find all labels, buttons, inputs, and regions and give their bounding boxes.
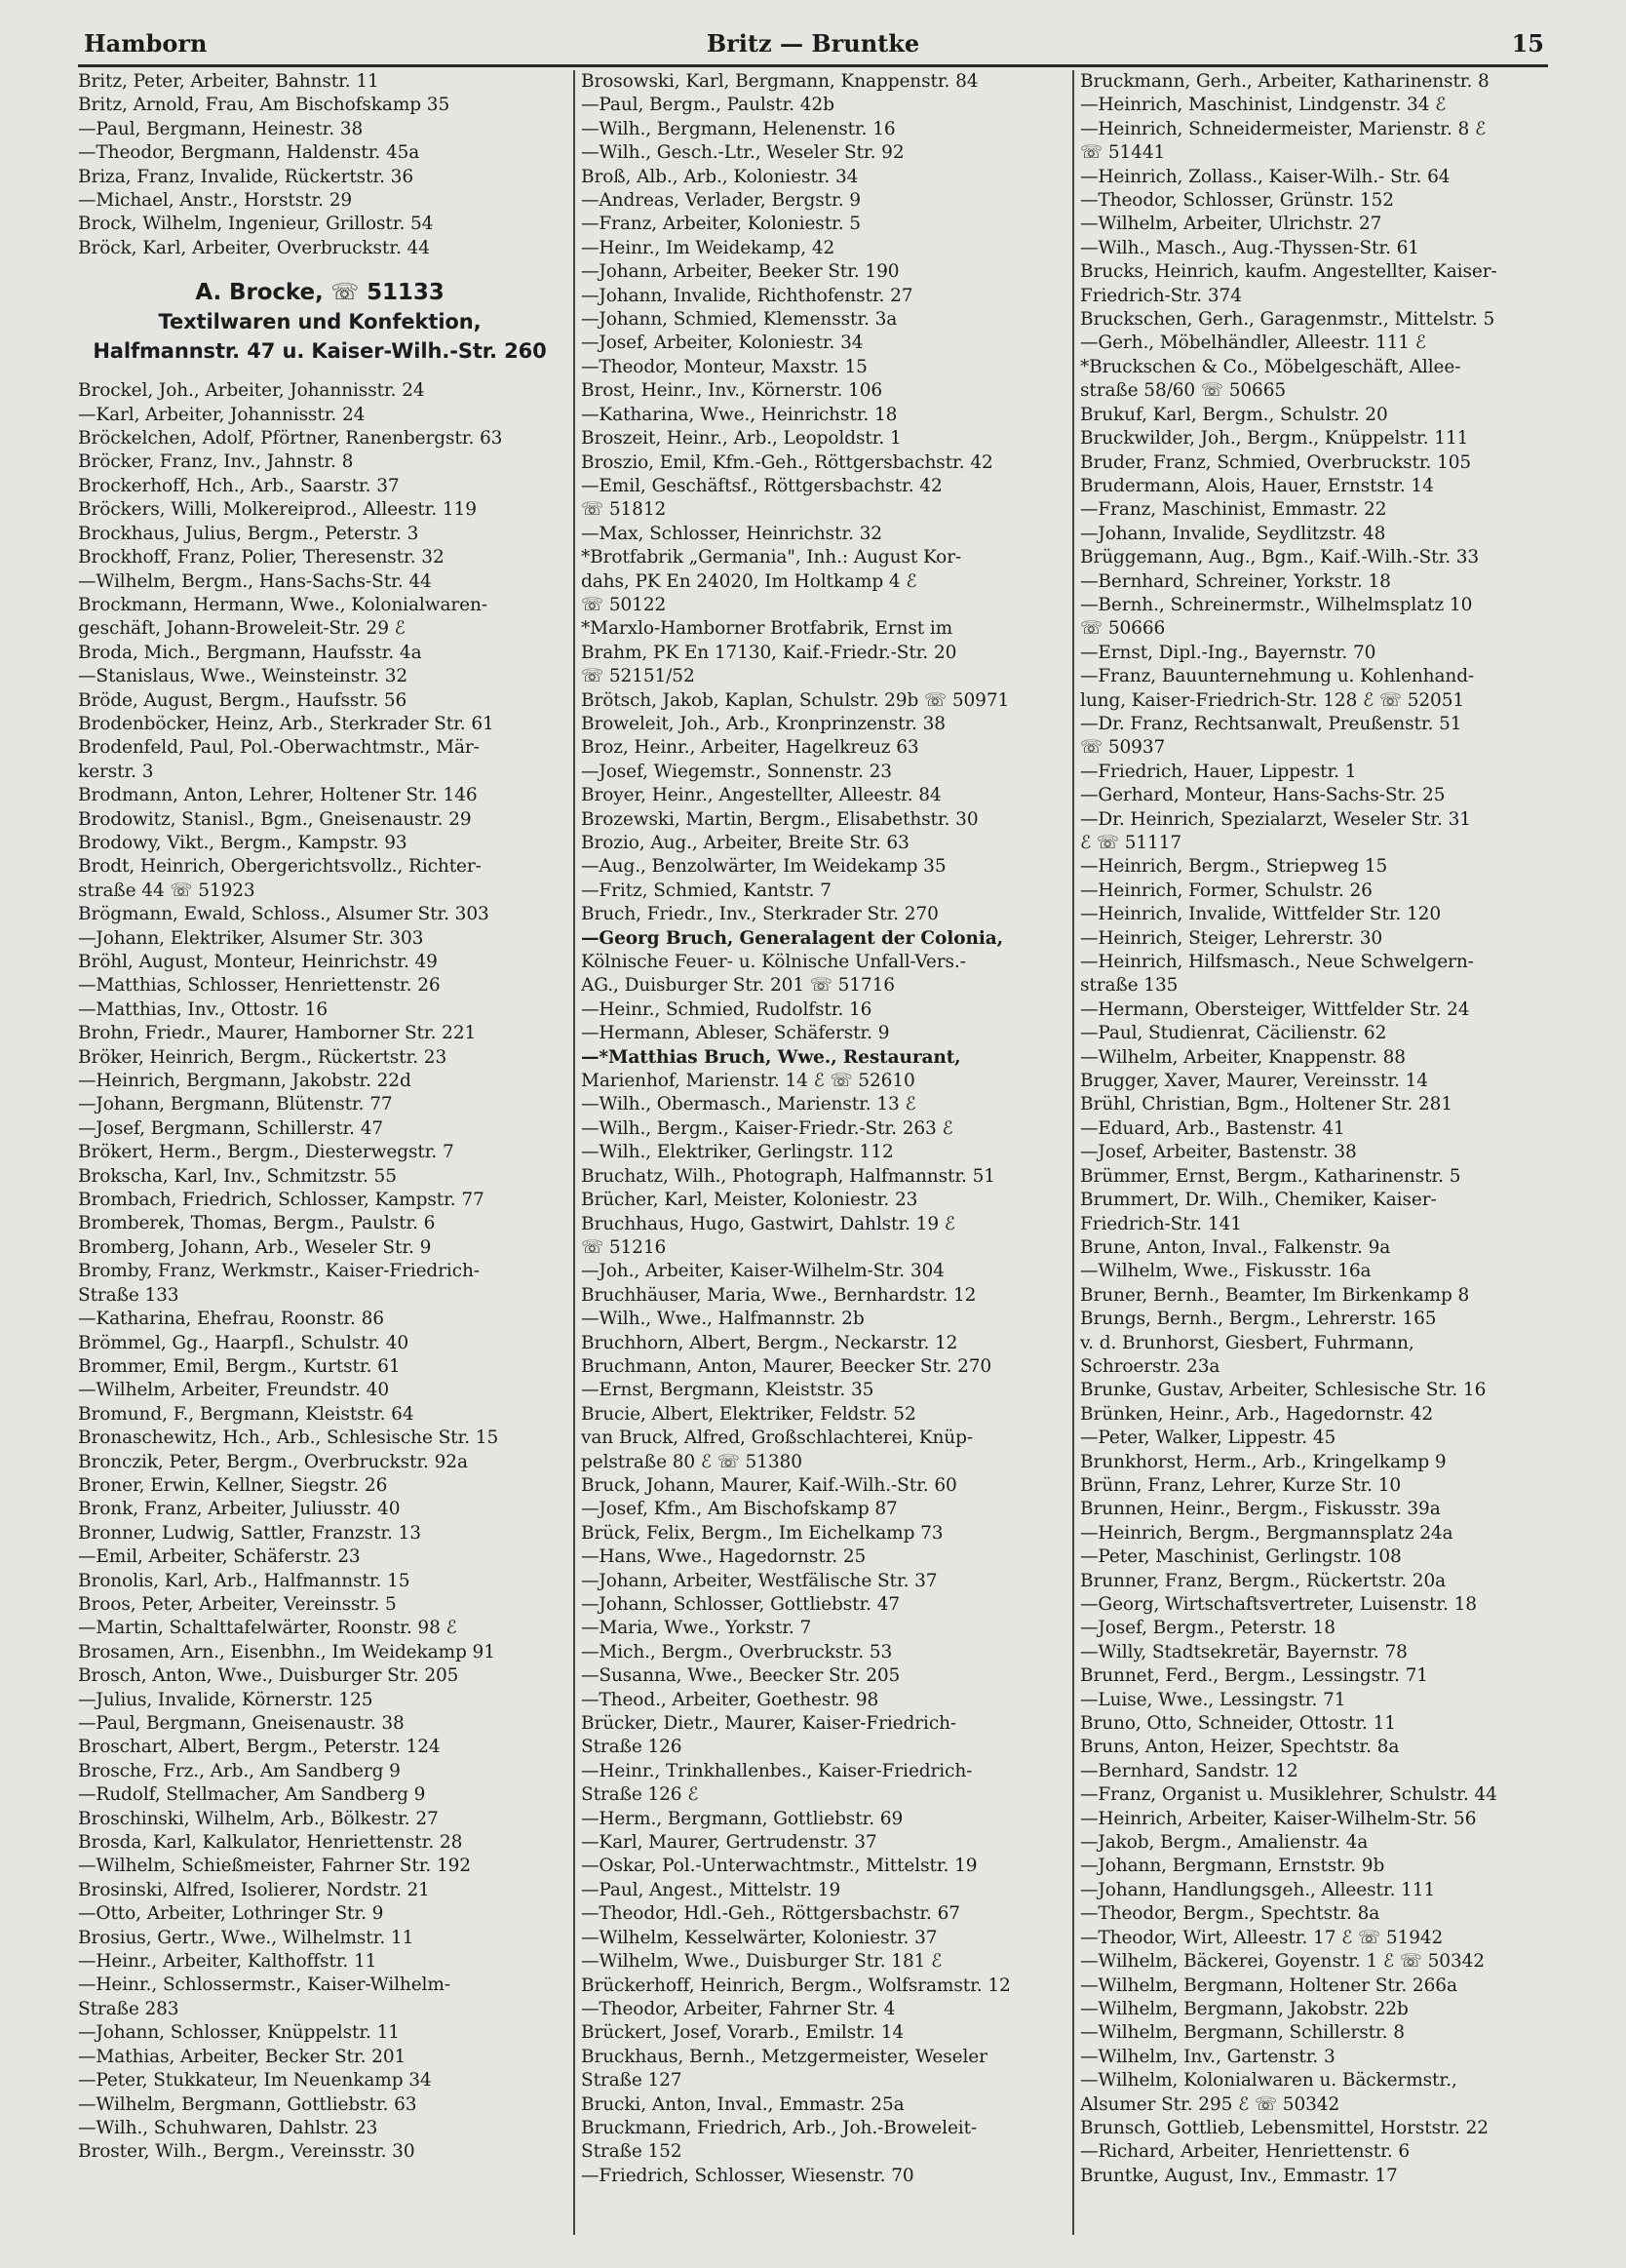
directory-entry: Brucie, Albert, Elektriker, Feldstr. 52 bbox=[581, 1403, 916, 1425]
directory-entry: Straße 283 bbox=[78, 1998, 179, 2019]
directory-entry: —Rudolf, Stellmacher, Am Sandberg 9 bbox=[78, 1784, 426, 1806]
directory-entry: —Katharina, Ehefrau, Roonstr. 86 bbox=[78, 1309, 384, 1330]
directory-entry: *Marxlo-Hamborner Brotfabrik, Ernst im bbox=[581, 618, 953, 640]
directory-entry: —Wilh., Gesch.-Ltr., Weseler Str. 92 bbox=[581, 142, 905, 164]
ad-firm: A. Brocke, ☏ 51133 bbox=[195, 280, 445, 306]
directory-entry: —Eduard, Arb., Bastenstr. 41 bbox=[1080, 1117, 1345, 1139]
directory-entry: —Wilhelm, Inv., Gartenstr. 3 bbox=[1080, 2046, 1336, 2067]
directory-entry: Brosamen, Arn., Eisenbhn., Im Weidekamp 91 bbox=[78, 1641, 495, 1662]
directory-entry: Bröckelchen, Adolf, Pförtner, Ranenbergstr. 63 bbox=[78, 428, 503, 450]
directory-entry: —Josef, Wiegemstr., Sonnenstr. 23 bbox=[581, 761, 892, 782]
directory-entry: Bronczik, Peter, Bergm., Overbruckstr. 92a bbox=[78, 1451, 468, 1472]
directory-entry: Brucki, Anton, Inval., Emmastr. 25a bbox=[581, 2093, 905, 2115]
directory-entry: Brunkhorst, Herm., Arb., Kringelkamp 9 bbox=[1080, 1451, 1447, 1472]
directory-entry: —Georg Bruch, Generalagent der Colonia, bbox=[581, 927, 1003, 949]
directory-entry: Brodenfeld, Paul, Pol.-Oberwachtmstr., Mär- bbox=[78, 737, 480, 759]
ad-business: Textilwaren und Konfektion, bbox=[158, 310, 482, 334]
directory-entry: —Wilh., Masch., Aug.-Thyssen-Str. 61 bbox=[1080, 237, 1419, 258]
directory-entry: —Paul, Bergmann, Gneisenaustr. 38 bbox=[78, 1713, 405, 1734]
directory-entry: Brosius, Gertr., Wwe., Wilhelmstr. 11 bbox=[78, 1927, 414, 1948]
directory-entry: —Johann, Arbeiter, Beeker Str. 190 bbox=[581, 261, 900, 283]
directory-entry: Bromby, Franz, Werkmstr., Kaiser-Friedrich- bbox=[78, 1261, 480, 1282]
directory-entry: straße 44 ☏ 51923 bbox=[78, 880, 255, 901]
directory-entry: —Heinrich, Invalide, Wittfelder Str. 120 bbox=[1080, 904, 1441, 925]
directory-entry: —Johann, Schlosser, Knüppelstr. 11 bbox=[78, 2022, 400, 2044]
directory-entry: —Joh., Arbeiter, Kaiser-Wilhelm-Str. 304 bbox=[581, 1261, 945, 1282]
directory-entry: Brüggemann, Aug., Bgm., Kaif.-Wilh.-Str. 33 bbox=[1080, 547, 1480, 568]
directory-entry: —Theodor, Arbeiter, Fahrner Str. 4 bbox=[581, 1998, 896, 2019]
directory-entry: —Heinrich, Bergm., Striepweg 15 bbox=[1080, 856, 1388, 878]
directory-entry: —Wilhelm, Bergmann, Gottliebstr. 63 bbox=[78, 2093, 417, 2115]
directory-entry: ☏ 51441 bbox=[1080, 142, 1166, 164]
directory-entry: Brücher, Karl, Meister, Koloniestr. 23 bbox=[581, 1190, 918, 1211]
directory-entry: —Wilhelm, Arbeiter, Knappenstr. 88 bbox=[1080, 1046, 1406, 1068]
directory-entry: —Johann, Schmied, Klemensstr. 3a bbox=[581, 309, 898, 331]
header-city: Hamborn bbox=[84, 29, 208, 58]
directory-entry: —Wilhelm, Bergmann, Schillerstr. 8 bbox=[1080, 2022, 1405, 2044]
directory-entry: Bromund, F., Bergmann, Kleiststr. 64 bbox=[78, 1403, 414, 1425]
directory-entry: —Josef, Bergm., Peterstr. 18 bbox=[1080, 1618, 1336, 1639]
directory-entry: ☏ 52151/52 bbox=[581, 666, 695, 687]
directory-entry: ℰ ☏ 51117 bbox=[1080, 833, 1182, 853]
directory-entry: Brockel, Joh., Arbeiter, Johannisstr. 24 bbox=[78, 380, 425, 402]
directory-entry: —Susanna, Wwe., Beecker Str. 205 bbox=[581, 1665, 901, 1687]
directory-entry: Straße 126 ℰ bbox=[581, 1784, 699, 1806]
directory-entry: Bronolis, Karl, Arb., Halfmannstr. 15 bbox=[78, 1570, 410, 1591]
directory-entry: —Matthias, Schlosser, Henriettenstr. 26 bbox=[78, 975, 441, 997]
directory-entry: —Wilh., Bergmann, Helenenstr. 16 bbox=[581, 118, 896, 139]
directory-entry: —Otto, Arbeiter, Lothringer Str. 9 bbox=[78, 1903, 384, 1925]
directory-entry: Straße 126 bbox=[581, 1737, 682, 1758]
directory-entry: Brockerhoff, Hch., Arb., Saarstr. 37 bbox=[78, 475, 400, 496]
directory-entry: Bruck, Johann, Maurer, Kaif.-Wilh.-Str. 60 bbox=[581, 1474, 957, 1496]
directory-entry: Schroerstr. 23a bbox=[1080, 1355, 1220, 1377]
directory-entry: Brock, Wilhelm, Ingenieur, Grillostr. 54 bbox=[78, 214, 434, 235]
directory-entry: Bruckwilder, Joh., Bergm., Knüppelstr. 111 bbox=[1080, 428, 1469, 450]
directory-entry: Brommer, Emil, Bergm., Kurtstr. 61 bbox=[78, 1355, 401, 1377]
directory-entry: —Heinr., Trinkhallenbes., Kaiser-Friedrich- bbox=[581, 1760, 973, 1781]
directory-entry: —Heinrich, Zollass., Kaiser-Wilh.- Str. 64 bbox=[1080, 166, 1451, 187]
directory-entry: Brünn, Franz, Lehrer, Kurze Str. 10 bbox=[1080, 1474, 1402, 1496]
directory-entry: —Ernst, Bergmann, Kleiststr. 35 bbox=[581, 1380, 874, 1401]
directory-entry: —Heinrich, Steiger, Lehrerstr. 30 bbox=[1080, 927, 1383, 949]
directory-entry: Brodmann, Anton, Lehrer, Holtener Str. 146 bbox=[78, 785, 478, 806]
directory-entry: Broß, Alb., Arb., Koloniestr. 34 bbox=[581, 166, 859, 187]
directory-entry: —Johann, Schlosser, Gottliebstr. 47 bbox=[581, 1594, 901, 1615]
directory-entry: —Herm., Bergmann, Gottliebstr. 69 bbox=[581, 1808, 904, 1829]
directory-entry: —Wilh., Wwe., Halfmannstr. 2b bbox=[581, 1309, 865, 1330]
directory-entry: —Stanislaus, Wwe., Weinsteinstr. 32 bbox=[78, 666, 408, 687]
directory-entry: —Heinrich, Bergm., Bergmannsplatz 24a bbox=[1080, 1522, 1453, 1544]
directory-entry: —Paul, Bergmann, Heinestr. 38 bbox=[78, 118, 364, 139]
directory-entry: —Wilhelm, Wwe., Fiskusstr. 16a bbox=[1080, 1261, 1372, 1282]
directory-entry: Friedrich-Str. 374 bbox=[1080, 285, 1242, 306]
directory-entry: Bruchmann, Anton, Maurer, Beecker Str. 270 bbox=[581, 1355, 992, 1377]
directory-entry: Brünken, Heinr., Arb., Hagedornstr. 42 bbox=[1080, 1403, 1434, 1425]
directory-entry: Broner, Erwin, Kellner, Siegstr. 26 bbox=[78, 1474, 388, 1496]
directory-entry: Brokscha, Karl, Inv., Schmitzstr. 55 bbox=[78, 1165, 397, 1187]
directory-entry: —Wilhelm, Kesselwärter, Koloniestr. 37 bbox=[581, 1927, 938, 1948]
directory-entry: Bruchhorn, Albert, Bergm., Neckarstr. 12 bbox=[581, 1332, 958, 1353]
directory-entry: Brötsch, Jakob, Kaplan, Schulstr. 29b ☏ 50971 bbox=[581, 689, 1010, 711]
directory-entry: Brodt, Heinrich, Obergerichtsvollz., Richter- bbox=[78, 856, 482, 878]
directory-entry: —Johann, Handlungsgeh., Alleestr. 111 bbox=[1080, 1879, 1436, 1900]
directory-entry: Bruckhaus, Bernh., Metzgermeister, Weseler bbox=[581, 2046, 987, 2067]
directory-entry: —Franz, Organist u. Musiklehrer, Schulstr. 44 bbox=[1080, 1784, 1497, 1806]
directory-entry: Brudermann, Alois, Hauer, Ernststr. 14 bbox=[1080, 475, 1434, 496]
directory-entry: —Paul, Angest., Mittelstr. 19 bbox=[581, 1879, 841, 1900]
directory-entry: Broda, Mich., Bergmann, Haufsstr. 4a bbox=[78, 642, 422, 663]
column-2 bbox=[573, 70, 1068, 2235]
directory-entry: Brodenböcker, Heinz, Arb., Sterkrader Str. 61 bbox=[78, 713, 494, 734]
directory-entry: Brosche, Frz., Arb., Am Sandberg 9 bbox=[78, 1760, 401, 1781]
directory-entry: —Johann, Invalide, Richthofenstr. 27 bbox=[581, 285, 913, 306]
directory-entry: Bruckmann, Friedrich, Arb., Joh.-Broweleit- bbox=[581, 2117, 978, 2138]
directory-entry: Kölnische Feuer- u. Kölnische Unfall-Vers.- bbox=[581, 952, 966, 973]
directory-entry: Brunnen, Heinr., Bergm., Fiskusstr. 39a bbox=[1080, 1499, 1441, 1520]
directory-entry: Brücker, Dietr., Maurer, Kaiser-Friedrich- bbox=[581, 1713, 957, 1735]
directory-entry: —Wilh., Obermasch., Marienstr. 13 ℰ bbox=[581, 1094, 916, 1115]
directory-entry: Bröhl, August, Monteur, Heinrichstr. 49 bbox=[78, 952, 438, 972]
directory-entry: Brosda, Karl, Kalkulator, Henriettenstr. 28 bbox=[78, 1832, 463, 1854]
directory-entry: —Wilhelm, Wwe., Duisburger Str. 181 ℰ bbox=[581, 1951, 943, 1973]
advertisement-brocke bbox=[78, 278, 561, 366]
directory-entry: Brökert, Herm., Bergm., Diesterwegstr. 7 bbox=[78, 1142, 454, 1163]
directory-entry: —Wilh., Bergm., Kaiser-Friedr.-Str. 263 ℰ bbox=[581, 1117, 953, 1139]
column-2-entries bbox=[581, 70, 1068, 2188]
directory-entry: —Wilhelm, Bergmann, Jakobstr. 22b bbox=[1080, 1998, 1409, 2019]
directory-entry: ☏ 51812 bbox=[581, 499, 667, 521]
directory-entry: —Julius, Invalide, Körnerstr. 125 bbox=[78, 1689, 373, 1710]
directory-entry: Bruntke, August, Inv., Emmastr. 17 bbox=[1080, 2165, 1398, 2186]
directory-entry: —Heinr., Arbeiter, Kalthoffstr. 11 bbox=[78, 1951, 377, 1973]
directory-entry: Briza, Franz, Invalide, Rückertstr. 36 bbox=[78, 166, 413, 187]
directory-entry: ☏ 50937 bbox=[1080, 737, 1166, 759]
directory-entry: —Karl, Arbeiter, Johannisstr. 24 bbox=[78, 404, 366, 425]
directory-entry: —Wilhelm, Bergmann, Holtener Str. 266a bbox=[1080, 1975, 1457, 1996]
directory-entry: —Theodor, Hdl.-Geh., Röttgersbachstr. 67 bbox=[581, 1903, 960, 1925]
column-1 bbox=[78, 70, 561, 2235]
directory-entry: —Wilhelm, Kolonialwaren u. Bäckermstr., bbox=[1080, 2070, 1457, 2092]
directory-entry: Broszeit, Heinr., Arb., Leopoldstr. 1 bbox=[581, 428, 902, 450]
directory-entry: —Wilh., Elektriker, Gerlingstr. 112 bbox=[581, 1142, 894, 1163]
directory-entry: Brunner, Franz, Bergm., Rückertstr. 20a bbox=[1080, 1570, 1447, 1591]
directory-entry: Brodowitz, Stanisl., Bgm., Gneisenaustr. 29 bbox=[78, 808, 472, 830]
directory-entry: *Bruckschen & Co., Möbelgeschäft, Allee- bbox=[1080, 356, 1461, 377]
directory-entry: Straße 152 bbox=[581, 2141, 682, 2163]
directory-entry: Bronk, Franz, Arbeiter, Juliusstr. 40 bbox=[78, 1499, 401, 1520]
directory-entry: Bruch, Friedr., Inv., Sterkrader Str. 270 bbox=[581, 904, 939, 925]
directory-entry: Britz, Arnold, Frau, Am Bischofskamp 35 bbox=[78, 95, 450, 116]
directory-entry: lung, Kaiser-Friedrich-Str. 128 ℰ ☏ 52051 bbox=[1080, 689, 1465, 711]
directory-entry: —Maria, Wwe., Yorkstr. 7 bbox=[581, 1618, 812, 1639]
directory-entry: ☏ 51216 bbox=[581, 1236, 667, 1258]
directory-entry: Bröckers, Willi, Molkereiprod., Alleestr. 119 bbox=[78, 499, 477, 521]
directory-entry: —Ernst, Dipl.-Ing., Bayernstr. 70 bbox=[1080, 642, 1376, 663]
directory-entry: Brost, Heinr., Inv., Körnerstr. 106 bbox=[581, 380, 883, 402]
directory-entry: Alsumer Str. 295 ℰ ☏ 50342 bbox=[1080, 2093, 1340, 2115]
directory-entry: —Richard, Arbeiter, Henriettenstr. 6 bbox=[1080, 2141, 1411, 2163]
directory-entry: —Theodor, Bergmann, Haldenstr. 45a bbox=[78, 142, 420, 164]
directory-entry: Brugger, Xaver, Maurer, Vereinsstr. 14 bbox=[1080, 1071, 1428, 1092]
directory-entry: Broster, Wilh., Bergm., Vereinsstr. 30 bbox=[78, 2141, 415, 2163]
directory-entry: —Josef, Arbeiter, Koloniestr. 34 bbox=[581, 332, 864, 354]
directory-entry: Bruckmann, Gerh., Arbeiter, Katharinenstr. 8 bbox=[1080, 71, 1490, 92]
directory-entry: Brückert, Josef, Vorarb., Emilstr. 14 bbox=[581, 2022, 905, 2044]
directory-entry: —Josef, Arbeiter, Bastenstr. 38 bbox=[1080, 1142, 1357, 1163]
directory-entry: —Paul, Bergm., Paulstr. 42b bbox=[581, 95, 834, 116]
directory-entry: Brockmann, Hermann, Wwe., Kolonialwaren- bbox=[78, 594, 487, 615]
directory-entry: —Peter, Maschinist, Gerlingstr. 108 bbox=[1080, 1546, 1402, 1568]
directory-entry: —Oskar, Pol.-Unterwachtmstr., Mittelstr. 19 bbox=[581, 1856, 978, 1877]
directory-entry: —Johann, Bergmann, Ernststr. 9b bbox=[1080, 1856, 1385, 1877]
directory-entry: —Heinrich, Arbeiter, Kaiser-Wilhelm-Str. 56 bbox=[1080, 1808, 1477, 1829]
directory-entry: Bröcker, Franz, Inv., Jahnstr. 8 bbox=[78, 451, 354, 473]
directory-entry: —Dr. Franz, Rechtsanwalt, Preußenstr. 51 bbox=[1080, 713, 1462, 734]
directory-entry: Bruckschen, Gerh., Garagenmstr., Mittelstr. 5 bbox=[1080, 309, 1495, 331]
directory-entry: AG., Duisburger Str. 201 ☏ 51716 bbox=[581, 975, 895, 997]
directory-entry: —Gerh., Möbelhändler, Alleestr. 111 ℰ bbox=[1080, 332, 1426, 354]
directory-entry: —Bernhard, Sandstr. 12 bbox=[1080, 1760, 1298, 1781]
directory-entry: —Hermann, Ableser, Schäferstr. 9 bbox=[581, 1023, 890, 1044]
directory-entry: Brückerhoff, Heinrich, Bergm., Wolfsramstr. 12 bbox=[581, 1975, 1011, 1996]
directory-entry: straße 135 bbox=[1080, 975, 1179, 997]
directory-entry: —Andreas, Verlader, Bergstr. 9 bbox=[581, 190, 861, 212]
directory-entry: ☏ 50122 bbox=[581, 594, 667, 615]
directory-entry: Brockhoff, Franz, Polier, Theresenstr. 32 bbox=[78, 547, 445, 568]
directory-entry: —Hans, Wwe., Hagedornstr. 25 bbox=[581, 1546, 867, 1568]
directory-entry: —Emil, Geschäftsf., Röttgersbachstr. 42 bbox=[581, 475, 943, 496]
directory-entry: —Bernh., Schreinermstr., Wilhelmsplatz 10 bbox=[1080, 594, 1473, 615]
directory-entry: Bruchatz, Wilh., Photograph, Halfmannstr. 51 bbox=[581, 1165, 995, 1187]
directory-entry: v. d. Brunhorst, Giesbert, Fuhrmann, bbox=[1080, 1332, 1414, 1353]
directory-entry: dahs, PK En 24020, Im Holtkamp 4 ℰ bbox=[581, 570, 917, 592]
directory-entry: —Mathias, Arbeiter, Becker Str. 201 bbox=[78, 2046, 406, 2067]
directory-entry: Brögmann, Ewald, Schloss., Alsumer Str. 303 bbox=[78, 904, 489, 925]
directory-entry: —Josef, Bergmann, Schillerstr. 47 bbox=[78, 1117, 384, 1139]
directory-entry: —Johann, Elektriker, Alsumer Str. 303 bbox=[78, 927, 424, 949]
directory-entry: Bruder, Franz, Schmied, Overbruckstr. 105 bbox=[1080, 451, 1472, 473]
directory-entry: —Dr. Heinrich, Spezialarzt, Weseler Str. 31 bbox=[1080, 808, 1471, 830]
directory-entry: —Wilhelm, Arbeiter, Ulrichstr. 27 bbox=[1080, 214, 1382, 235]
directory-entry: —Peter, Stukkateur, Im Neuenkamp 34 bbox=[78, 2070, 432, 2092]
directory-entry: —Johann, Arbeiter, Westfälische Str. 37 bbox=[581, 1570, 938, 1591]
page-number: 15 bbox=[1511, 29, 1544, 58]
directory-entry: —Katharina, Wwe., Heinrichstr. 18 bbox=[581, 404, 898, 425]
directory-entry: Friedrich-Str. 141 bbox=[1080, 1213, 1242, 1234]
directory-entry: Brozewski, Martin, Bergm., Elisabethstr. 30 bbox=[581, 808, 979, 830]
directory-entry: Broweleit, Joh., Arb., Kronprinzenstr. 38 bbox=[581, 713, 946, 734]
directory-entry: —Wilhelm, Bäckerei, Goyenstr. 1 ℰ ☏ 50342 bbox=[1080, 1951, 1485, 1973]
directory-entry: —Emil, Arbeiter, Schäferstr. 23 bbox=[78, 1546, 361, 1568]
directory-entry: Bronaschewitz, Hch., Arb., Schlesische Str. 15 bbox=[78, 1427, 499, 1449]
directory-entry: Brucks, Heinrich, kaufm. Angestellter, Kaiser- bbox=[1080, 261, 1497, 283]
directory-entry: ☏ 50666 bbox=[1080, 618, 1166, 640]
column-1-entries-top bbox=[78, 70, 561, 260]
directory-entry: —Theodor, Monteur, Maxstr. 15 bbox=[581, 356, 868, 377]
directory-entry: —Georg, Wirtschaftsvertreter, Luisenstr. 18 bbox=[1080, 1594, 1477, 1615]
directory-entry: Broszio, Emil, Kfm.-Geh., Röttgersbachstr. 42 bbox=[581, 451, 993, 473]
directory-entry: straße 58/60 ☏ 50665 bbox=[1080, 380, 1287, 402]
directory-entry: —Heinrich, Maschinist, Lindgenstr. 34 ℰ bbox=[1080, 95, 1447, 116]
directory-entry: Broyer, Heinr., Angestellter, Alleestr. 84 bbox=[581, 785, 942, 806]
directory-entry: Britz, Peter, Arbeiter, Bahnstr. 11 bbox=[78, 71, 379, 92]
directory-entry: —Wilhelm, Arbeiter, Freundstr. 40 bbox=[78, 1380, 390, 1401]
directory-entry: —Peter, Walker, Lippestr. 45 bbox=[1080, 1427, 1336, 1449]
directory-entry: —Heinrich, Hilfsmasch., Neue Schwelgern- bbox=[1080, 952, 1474, 973]
directory-entry: Bruno, Otto, Schneider, Ottostr. 11 bbox=[1080, 1713, 1396, 1735]
directory-entry: —Franz, Arbeiter, Koloniestr. 5 bbox=[581, 214, 861, 235]
directory-entry: Brungs, Bernh., Bergm., Lehrerstr. 165 bbox=[1080, 1309, 1437, 1330]
directory-entry: Broos, Peter, Arbeiter, Vereinsstr. 5 bbox=[78, 1593, 397, 1615]
directory-entry: —Franz, Maschinist, Emmastr. 22 bbox=[1080, 499, 1387, 521]
directory-entry: Broschinski, Wilhelm, Arb., Bölkestr. 27 bbox=[78, 1808, 439, 1829]
directory-entry: —Josef, Kfm., Am Bischofskamp 87 bbox=[581, 1499, 898, 1520]
directory-entry: —Paul, Studienrat, Cäcilienstr. 62 bbox=[1080, 1023, 1387, 1044]
directory-entry: —Johann, Invalide, Seydlitzstr. 48 bbox=[1080, 523, 1386, 544]
directory-entry: —Jakob, Bergm., Amalienstr. 4a bbox=[1080, 1832, 1369, 1854]
directory-entry: —Friedrich, Schlosser, Wiesenstr. 70 bbox=[581, 2165, 914, 2186]
directory-entry: —Luise, Wwe., Lessingstr. 71 bbox=[1080, 1689, 1346, 1710]
directory-entry: Brozio, Aug., Arbeiter, Breite Str. 63 bbox=[581, 833, 910, 853]
directory-entry: Brunke, Gustav, Arbeiter, Schlesische Str. 16 bbox=[1080, 1380, 1487, 1401]
directory-entry: Brohn, Friedr., Maurer, Hamborner Str. 221 bbox=[78, 1023, 477, 1044]
directory-entry: —*Matthias Bruch, Wwe., Restaurant, bbox=[581, 1046, 961, 1068]
directory-entry: Brombach, Friedrich, Schlosser, Kampstr. 77 bbox=[78, 1190, 484, 1211]
directory-entry: —Max, Schlosser, Heinrichstr. 32 bbox=[581, 523, 882, 544]
directory-entry: —Heinrich, Schneidermeister, Marienstr. 8 ℰ bbox=[1080, 118, 1487, 139]
column-3 bbox=[1072, 70, 1577, 2235]
directory-entry: —Wilhelm, Schießmeister, Fahrner Str. 192 bbox=[78, 1856, 471, 1877]
directory-entry: Brömmel, Gg., Haarpfl., Schulstr. 40 bbox=[78, 1332, 409, 1353]
directory-entry: Bröck, Karl, Arbeiter, Overbruckstr. 44 bbox=[78, 237, 430, 258]
directory-entry: Brukuf, Karl, Bergm., Schulstr. 20 bbox=[1080, 404, 1388, 425]
directory-entry: Broschart, Albert, Bergm., Peterstr. 124 bbox=[78, 1737, 441, 1758]
directory-entry: —Theodor, Schlosser, Grünstr. 152 bbox=[1080, 190, 1394, 212]
directory-entry: —Fritz, Schmied, Kantstr. 7 bbox=[581, 880, 832, 901]
directory-entry: Brune, Anton, Inval., Falkenstr. 9a bbox=[1080, 1236, 1391, 1258]
directory-entry: van Bruck, Alfred, Großschlachterei, Knüp- bbox=[581, 1427, 973, 1449]
directory-entry: —Wilhelm, Bergm., Hans-Sachs-Str. 44 bbox=[78, 570, 432, 592]
directory-entry: Brahm, PK En 17130, Kaif.-Friedr.-Str. 20 bbox=[581, 642, 957, 663]
directory-entry: —Gerhard, Monteur, Hans-Sachs-Str. 25 bbox=[1080, 785, 1446, 806]
directory-entry: Bruchhäuser, Maria, Wwe., Bernhardstr. 12 bbox=[581, 1284, 977, 1306]
directory-entry: —Heinr., Schmied, Rudolfstr. 16 bbox=[581, 998, 872, 1020]
directory-entry: Bruns, Anton, Heizer, Spechtstr. 8a bbox=[1080, 1737, 1400, 1758]
directory-entry: —Matthias, Inv., Ottostr. 16 bbox=[78, 998, 328, 1020]
directory-entry: Bromberek, Thomas, Bergm., Paulstr. 6 bbox=[78, 1213, 436, 1234]
column-1-entries-bottom bbox=[78, 379, 561, 2164]
directory-entry: —Heinr., Schlossermstr., Kaiser-Wilhelm- bbox=[78, 1975, 450, 1996]
header-range: Britz — Bruntke bbox=[706, 29, 920, 58]
directory-entry: Broz, Heinr., Arbeiter, Hagelkreuz 63 bbox=[581, 737, 919, 759]
directory-entry: Brosinski, Alfred, Isolierer, Nordstr. 21 bbox=[78, 1879, 430, 1900]
directory-entry: —Heinrich, Bergmann, Jakobstr. 22d bbox=[78, 1071, 411, 1092]
directory-entry: —Bernhard, Schreiner, Yorkstr. 18 bbox=[1080, 570, 1391, 592]
directory-entry: —Wilh., Schuhwaren, Dahlstr. 23 bbox=[78, 2117, 378, 2138]
directory-entry: Brockhaus, Julius, Bergm., Peterstr. 3 bbox=[78, 523, 419, 544]
directory-entry: —Mich., Bergm., Overbruckstr. 53 bbox=[581, 1641, 893, 1662]
directory-entry: —Hermann, Obersteiger, Wittfelder Str. 24 bbox=[1080, 998, 1470, 1020]
directory-entry: Straße 127 bbox=[581, 2070, 682, 2092]
directory-entry: —Theodor, Wirt, Alleestr. 17 ℰ ☏ 51942 bbox=[1080, 1927, 1444, 1948]
directory-entry: Brodowy, Vikt., Bergm., Kampstr. 93 bbox=[78, 832, 407, 853]
directory-entry: pelstraße 80 ℰ ☏ 51380 bbox=[581, 1451, 802, 1472]
directory-entry: Bröde, August, Bergm., Haufsstr. 56 bbox=[78, 689, 407, 711]
page-header bbox=[78, 25, 1548, 67]
directory-entry: Brümmer, Ernst, Bergm., Katharinenstr. 5 bbox=[1080, 1165, 1461, 1187]
directory-entry: —Heinrich, Former, Schulstr. 26 bbox=[1080, 880, 1373, 901]
directory-entry: Brosowski, Karl, Bergmann, Knappenstr. 84 bbox=[581, 71, 979, 92]
directory-entry: —Heinr., Im Weidekamp, 42 bbox=[581, 237, 835, 258]
directory-entry: —Michael, Anstr., Horststr. 29 bbox=[78, 190, 353, 212]
column-3-entries bbox=[1080, 70, 1577, 2188]
directory-entry: Brück, Felix, Bergm., Im Eichelkamp 73 bbox=[581, 1522, 944, 1544]
directory-entry: Bromberg, Johann, Arb., Weseler Str. 9 bbox=[78, 1236, 432, 1258]
directory-entry: —Theodor, Bergm., Spechtstr. 8a bbox=[1080, 1903, 1380, 1925]
directory-entry: —Karl, Maurer, Gertrudenstr. 37 bbox=[581, 1832, 877, 1854]
directory-entry: Brühl, Christian, Bgm., Holtener Str. 281 bbox=[1080, 1094, 1452, 1115]
directory-entry: Brummert, Dr. Wilh., Chemiker, Kaiser- bbox=[1080, 1190, 1437, 1211]
directory-entry: —Aug., Benzolwärter, Im Weidekamp 35 bbox=[581, 856, 947, 878]
directory-entry: Bronner, Ludwig, Sattler, Franzstr. 13 bbox=[78, 1522, 421, 1544]
directory-entry: Straße 133 bbox=[78, 1284, 179, 1306]
directory-entry: Brunnet, Ferd., Bergm., Lessingstr. 71 bbox=[1080, 1665, 1428, 1687]
directory-entry: Bruchhaus, Hugo, Gastwirt, Dahlstr. 19 ℰ bbox=[581, 1213, 955, 1234]
directory-entry: —Johann, Bergmann, Blütenstr. 77 bbox=[78, 1094, 393, 1115]
directory-entry: Bröker, Heinrich, Bergm., Rückertstr. 23 bbox=[78, 1046, 447, 1068]
ad-address: Halfmannstr. 47 u. Kaiser-Wilh.-Str. 260 bbox=[93, 339, 547, 364]
directory-entry: Marienhof, Marienstr. 14 ℰ ☏ 52610 bbox=[581, 1071, 915, 1092]
directory-entry: *Brotfabrik „Germania", Inh.: August Kor- bbox=[581, 547, 962, 568]
directory-entry: —Willy, Stadtsekretär, Bayernstr. 78 bbox=[1080, 1641, 1408, 1662]
directory-entry: —Franz, Bauunternehmung u. Kohlenhand- bbox=[1080, 666, 1475, 687]
directory-entry: —Martin, Schalttafelwärter, Roonstr. 98 ℰ bbox=[78, 1618, 457, 1639]
directory-entry: Brunsch, Gottlieb, Lebensmittel, Horststr. 22 bbox=[1080, 2117, 1489, 2138]
directory-entry: —Friedrich, Hauer, Lippestr. 1 bbox=[1080, 761, 1357, 782]
directory-entry: geschäft, Johann-Broweleit-Str. 29 ℰ bbox=[78, 618, 406, 640]
directory-entry: Brosch, Anton, Wwe., Duisburger Str. 205 bbox=[78, 1665, 459, 1687]
directory-entry: kerstr. 3 bbox=[78, 761, 154, 782]
directory-entry: —Theod., Arbeiter, Goethestr. 98 bbox=[581, 1689, 879, 1710]
directory-entry: Bruner, Bernh., Beamter, Im Birkenkamp 8 bbox=[1080, 1284, 1470, 1306]
